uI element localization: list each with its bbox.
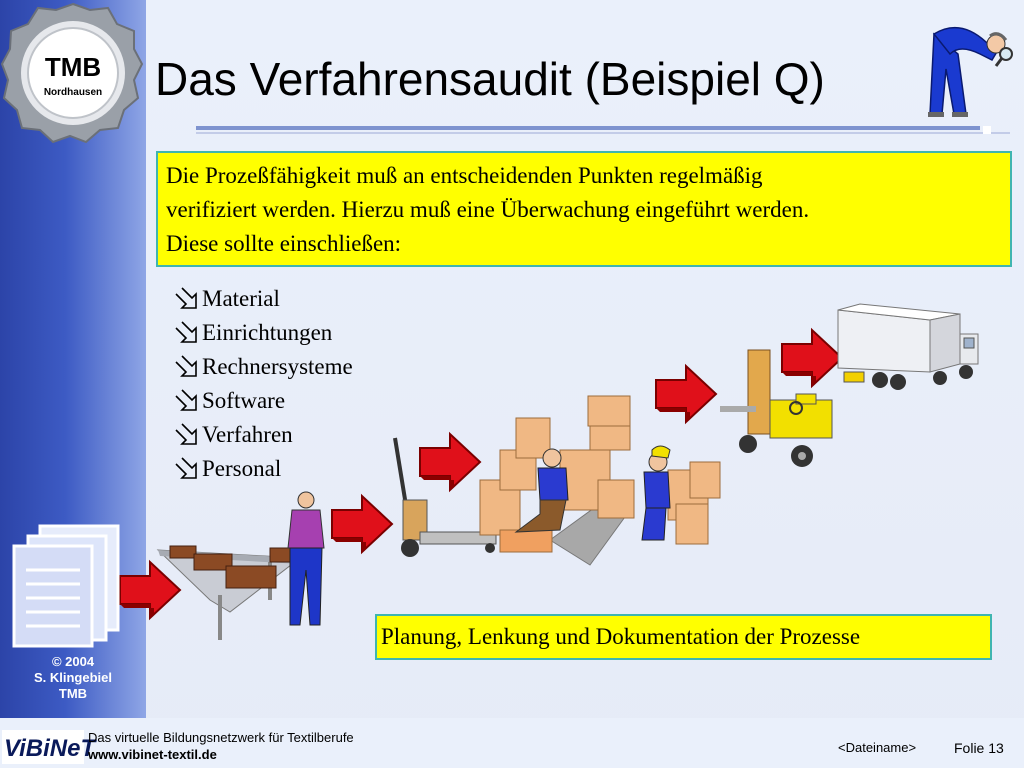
plan-box: Planung, Lenkung und Dokumentation der Prozesse xyxy=(375,614,992,660)
red-arrow-icon xyxy=(120,562,180,618)
list-item: Personal xyxy=(172,452,353,486)
red-arrow-icon xyxy=(782,330,842,386)
boxes-stack xyxy=(480,396,720,565)
list-item: Verfahren xyxy=(172,418,353,452)
logo-text: TMB xyxy=(44,52,102,82)
list-item: Rechnersysteme xyxy=(172,350,353,384)
process-illustration xyxy=(120,300,1000,640)
logo-subtext: Nordhausen xyxy=(43,87,103,98)
info-box xyxy=(156,151,1012,267)
list-item: Software xyxy=(172,384,353,418)
conveyor-icon xyxy=(158,546,300,640)
info-line: Die Prozeßfähigkeit muß an entscheidenden Punkten regelmäßig xyxy=(166,163,763,188)
tmb-logo xyxy=(0,0,146,146)
truck-icon xyxy=(838,304,978,390)
list-item: Material xyxy=(172,282,353,316)
vibinet-logo xyxy=(2,730,96,764)
list-item: Einrichtungen xyxy=(172,316,353,350)
red-arrow-icon xyxy=(332,496,392,552)
footer-page-number: Folie 13 xyxy=(954,740,1004,756)
red-arrow-icon xyxy=(656,366,716,422)
title-rule xyxy=(196,126,1010,136)
red-arrow-icon xyxy=(420,434,480,490)
footer-filename: <Dateiname> xyxy=(838,740,917,755)
vibinet-logo-text: ViBiNeT xyxy=(4,735,96,762)
inspector-figure-icon xyxy=(920,14,1020,119)
info-line: Diese sollte einschließen: xyxy=(166,231,402,256)
info-line: verifiziert werden. Hierzu muß eine Überwachung eingeführt werden. xyxy=(166,197,810,222)
footer-link[interactable]: www.vibinet-textil.de xyxy=(88,747,217,762)
copyright: © 2004 S. Klingebiel TMB xyxy=(33,654,112,701)
worker-figure xyxy=(288,492,324,625)
footer-tagline: Das virtuelle Bildungsnetzwerk für Textilberufe xyxy=(88,730,354,745)
page-title: Das Verfahrensaudit (Beispiel Q) xyxy=(155,53,825,105)
documents-icon xyxy=(10,520,125,650)
